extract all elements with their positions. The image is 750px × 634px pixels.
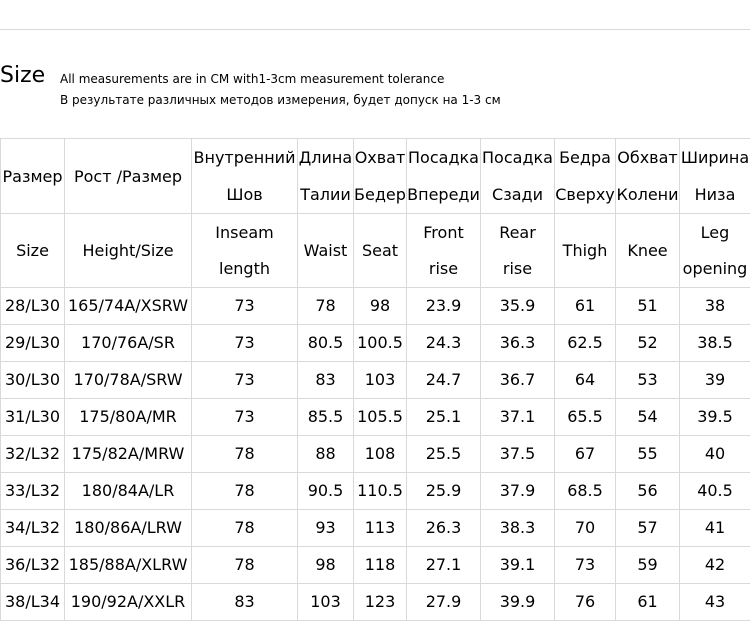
table-cell: 70 <box>555 510 616 547</box>
table-cell: 36.7 <box>481 362 555 399</box>
header-text: Inseam <box>215 222 274 242</box>
header-cell <box>1 214 65 288</box>
header-text: Длина <box>298 148 353 167</box>
header-cell <box>65 139 192 214</box>
header-cell <box>298 214 354 288</box>
table-cell: 41 <box>680 510 750 547</box>
table-cell: 39 <box>680 362 750 399</box>
header-cell <box>192 139 298 214</box>
table-cell: 57 <box>616 510 680 547</box>
header-row-en <box>1 214 750 288</box>
table-cell: 39.9 <box>481 584 555 621</box>
header-cell <box>407 139 481 214</box>
table-cell: 80.5 <box>298 325 354 362</box>
header-text: Талии <box>300 185 351 204</box>
header-text: Front <box>423 222 464 242</box>
header-cell <box>65 214 192 288</box>
header-cell <box>616 214 680 288</box>
header-text: Waist <box>303 240 348 260</box>
header-text: Колени <box>616 185 679 204</box>
table-cell: 40 <box>680 436 750 473</box>
table-cell: 180/86A/LRW <box>65 510 192 547</box>
header-text: Бедра <box>559 148 611 167</box>
table-cell: 32/L32 <box>1 436 65 473</box>
table-row <box>1 436 750 473</box>
table-cell: 36.3 <box>481 325 555 362</box>
header-cell <box>555 139 616 214</box>
table-cell: 52 <box>616 325 680 362</box>
table-cell: 61 <box>616 584 680 621</box>
header-text: rise <box>502 258 533 278</box>
table-cell: 73 <box>192 325 298 362</box>
header-text: Seat <box>361 240 399 260</box>
header-text: Height/Size <box>82 240 174 260</box>
header-cell <box>192 214 298 288</box>
table-cell: 51 <box>616 288 680 325</box>
table-row <box>1 325 750 362</box>
header-cell <box>616 139 680 214</box>
table-cell: 78 <box>192 436 298 473</box>
page-title: Size <box>0 63 46 88</box>
size-table <box>0 138 750 621</box>
table-cell: 190/92A/XXLR <box>65 584 192 621</box>
header-text: Рост /Размер <box>73 166 183 186</box>
top-divider <box>0 29 750 30</box>
table-cell: 62.5 <box>555 325 616 362</box>
table-cell: 93 <box>298 510 354 547</box>
header-cell <box>481 139 555 214</box>
table-cell: 38 <box>680 288 750 325</box>
header-text: Thigh <box>562 240 608 260</box>
table-cell: 55 <box>616 436 680 473</box>
table-cell: 27.9 <box>407 584 481 621</box>
header-cell <box>680 214 750 288</box>
header-text: Размер <box>2 166 63 186</box>
header-cell <box>1 139 65 214</box>
table-row <box>1 473 750 510</box>
table-cell: 25.1 <box>407 399 481 436</box>
table-cell: 123 <box>354 584 407 621</box>
header-text: Rear <box>499 222 536 242</box>
table-cell: 67 <box>555 436 616 473</box>
table-cell: 98 <box>298 547 354 584</box>
table-cell: 43 <box>680 584 750 621</box>
table-cell: 85.5 <box>298 399 354 436</box>
table-cell: 73 <box>192 399 298 436</box>
table-cell: 39.1 <box>481 547 555 584</box>
header-text: Впереди <box>407 185 480 204</box>
header-text: rise <box>428 258 459 278</box>
table-cell: 42 <box>680 547 750 584</box>
table-cell: 170/78A/SRW <box>65 362 192 399</box>
table-cell: 39.5 <box>680 399 750 436</box>
table-cell: 90.5 <box>298 473 354 510</box>
table-row <box>1 288 750 325</box>
header-text: Knee <box>627 240 668 260</box>
header-text: Низа <box>694 185 736 204</box>
table-cell: 78 <box>298 288 354 325</box>
table-cell: 35.9 <box>481 288 555 325</box>
tolerance-note-ru: В результате различных методов измерения, будет допуск на 1-3 см <box>60 93 501 107</box>
header-text: Size <box>16 240 49 260</box>
header-text: Обхват <box>617 148 678 167</box>
table-cell: 28/L30 <box>1 288 65 325</box>
table-cell: 73 <box>192 362 298 399</box>
table-cell: 73 <box>192 288 298 325</box>
table-cell: 25.9 <box>407 473 481 510</box>
header-text: Посадка <box>408 148 479 167</box>
table-cell: 170/76A/SR <box>65 325 192 362</box>
header-cell <box>354 139 407 214</box>
header-text: Бедер <box>354 185 406 204</box>
header-cell <box>407 214 481 288</box>
table-cell: 61 <box>555 288 616 325</box>
header-text: Внутренний <box>193 148 296 167</box>
table-cell: 27.1 <box>407 547 481 584</box>
table-cell: 64 <box>555 362 616 399</box>
table-row <box>1 547 750 584</box>
table-cell: 23.9 <box>407 288 481 325</box>
header-text: Ширина <box>680 148 750 167</box>
header-text: Сверху <box>555 185 615 204</box>
table-cell: 73 <box>555 547 616 584</box>
table-cell: 83 <box>298 362 354 399</box>
table-row <box>1 510 750 547</box>
header-cell <box>555 214 616 288</box>
table-cell: 53 <box>616 362 680 399</box>
header-cell <box>481 214 555 288</box>
table-cell: 38.3 <box>481 510 555 547</box>
table-cell: 105.5 <box>354 399 407 436</box>
table-cell: 34/L32 <box>1 510 65 547</box>
table-row <box>1 399 750 436</box>
table-cell: 33/L32 <box>1 473 65 510</box>
table-row <box>1 584 750 621</box>
table-cell: 24.7 <box>407 362 481 399</box>
table-cell: 98 <box>354 288 407 325</box>
table-cell: 78 <box>192 473 298 510</box>
table-cell: 180/84A/LR <box>65 473 192 510</box>
table-cell: 24.3 <box>407 325 481 362</box>
table-cell: 26.3 <box>407 510 481 547</box>
table-cell: 37.9 <box>481 473 555 510</box>
header-text: Посадка <box>482 148 553 167</box>
header-cell <box>680 139 750 214</box>
table-cell: 175/82A/MRW <box>65 436 192 473</box>
table-cell: 30/L30 <box>1 362 65 399</box>
table-cell: 108 <box>354 436 407 473</box>
table-cell: 31/L30 <box>1 399 65 436</box>
table-cell: 56 <box>616 473 680 510</box>
table-cell: 37.5 <box>481 436 555 473</box>
table-cell: 118 <box>354 547 407 584</box>
header-row-ru <box>1 139 750 214</box>
table-row <box>1 362 750 399</box>
table-cell: 65.5 <box>555 399 616 436</box>
table-cell: 175/80A/MR <box>65 399 192 436</box>
table-cell: 113 <box>354 510 407 547</box>
table-cell: 103 <box>298 584 354 621</box>
table-cell: 165/74A/XSRW <box>65 288 192 325</box>
header-text: Охват <box>354 148 406 167</box>
table-cell: 36/L32 <box>1 547 65 584</box>
table-cell: 76 <box>555 584 616 621</box>
table-cell: 59 <box>616 547 680 584</box>
table-cell: 54 <box>616 399 680 436</box>
table-cell: 100.5 <box>354 325 407 362</box>
table-cell: 38.5 <box>680 325 750 362</box>
header-cell <box>354 214 407 288</box>
header-text: Шов <box>226 185 263 204</box>
tolerance-note-en: All measurements are in CM with1-3cm measurement tolerance <box>60 72 445 86</box>
table-cell: 78 <box>192 510 298 547</box>
table-cell: 25.5 <box>407 436 481 473</box>
table-cell: 40.5 <box>680 473 750 510</box>
table-cell: 103 <box>354 362 407 399</box>
table-cell: 78 <box>192 547 298 584</box>
header-text: Leg <box>700 222 730 242</box>
table-cell: 88 <box>298 436 354 473</box>
table-cell: 29/L30 <box>1 325 65 362</box>
header-text: Сзади <box>492 185 543 204</box>
header-text: length <box>219 258 270 278</box>
table-cell: 37.1 <box>481 399 555 436</box>
table-cell: 68.5 <box>555 473 616 510</box>
table-cell: 110.5 <box>354 473 407 510</box>
header-cell <box>298 139 354 214</box>
table-cell: 38/L34 <box>1 584 65 621</box>
header-text: opening <box>682 258 748 278</box>
table-cell: 185/88A/XLRW <box>65 547 192 584</box>
table-cell: 83 <box>192 584 298 621</box>
